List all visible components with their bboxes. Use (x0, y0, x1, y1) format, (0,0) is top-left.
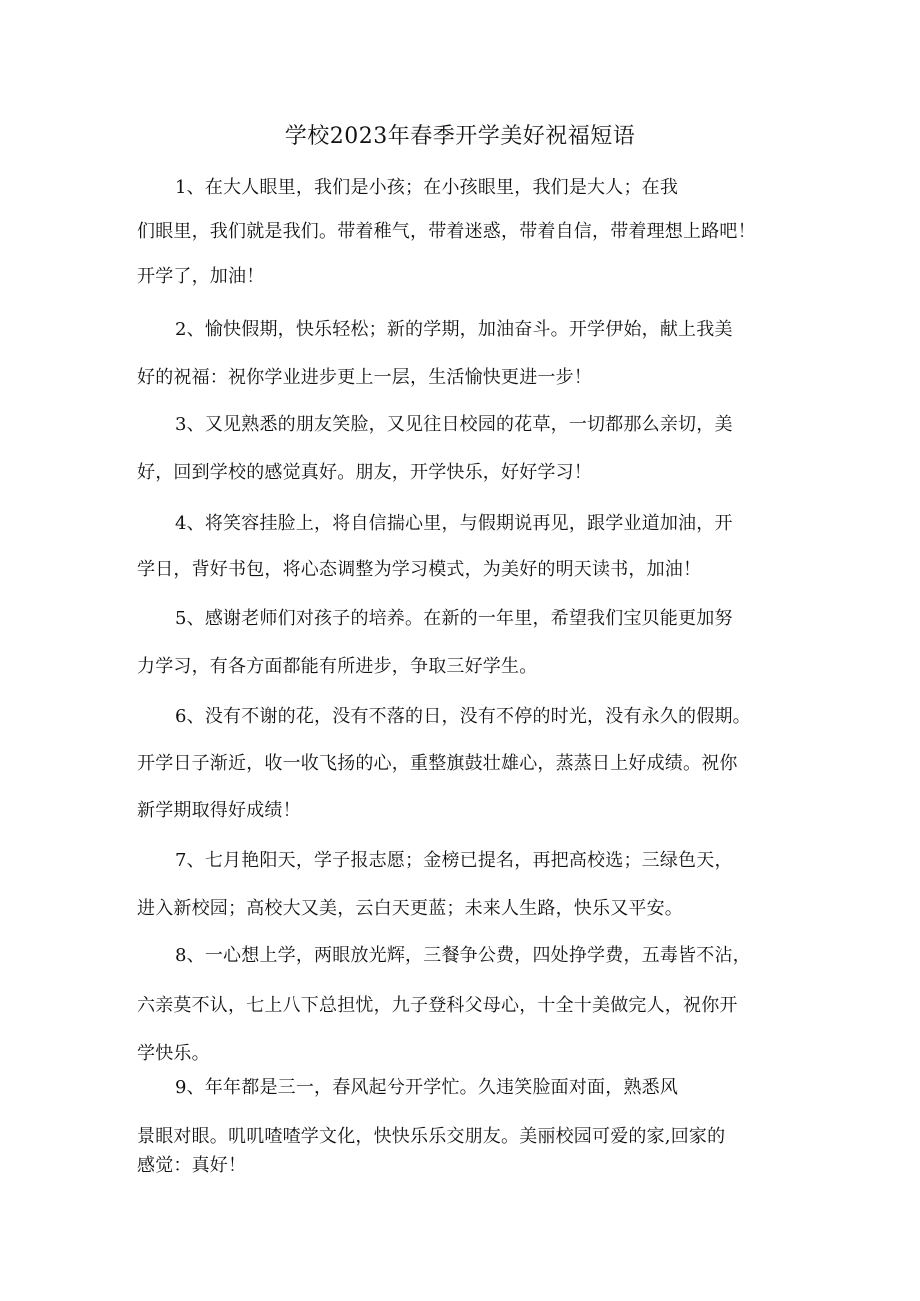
paragraph-4-line-1: 4、将笑容挂脸上，将自信揣心里，与假期说再见，跟学业道加油，开 (175, 513, 733, 534)
paragraph-2-line-2: 好的祝福：祝你学业进步更上一层，生活愉快更进一步！ (137, 367, 592, 388)
paragraph-1-line-2: 们眼里，我们就是我们。带着稚气，带着迷惑，带着自信，带着理想上路吧！ (137, 221, 756, 242)
paragraph-5-line-2: 力学习，有各方面都能有所进步，争取三好学生。 (137, 656, 538, 677)
document-title: 学校2023年春季开学美好祝福短语 (284, 124, 636, 149)
paragraph-9-line-1: 9、年年都是三一，春风起兮开学忙。久违笑脸面对面，熟悉风 (175, 1077, 679, 1098)
paragraph-5-line-1: 5、感谢老师们对孩子的培养。在新的一年里，希望我们宝贝能更加努 (175, 608, 733, 629)
paragraph-9-line-3: 感觉：真好！ (137, 1155, 247, 1176)
paragraph-6-line-3: 新学期取得好成绩！ (137, 800, 301, 821)
paragraph-7-line-2: 进入新校园；高校大又美，云白天更蓝；未来人生路，快乐又平安。 (137, 898, 683, 919)
paragraph-8-line-1: 8、一心想上学，两眼放光辉，三餐争公费，四处挣学费，五毒皆不沾， (175, 945, 751, 966)
paragraph-4-line-2: 学日，背好书包，将心态调整为学习模式，为美好的明天读书，加油！ (137, 559, 702, 580)
paragraph-2-line-1: 2、愉快假期，快乐轻松；新的学期，加油奋斗。开学伊始，献上我美 (175, 319, 733, 340)
paragraph-3-line-2: 好，回到学校的感觉真好。朋友，开学快乐，好好学习！ (137, 462, 592, 483)
paragraph-8-line-3: 学快乐。 (137, 1043, 210, 1064)
paragraph-6-line-1: 6、没有不谢的花，没有不落的日，没有不停的时光，没有永久的假期。 (175, 706, 751, 727)
paragraph-6-line-2: 开学日子渐近，收一收飞扬的心，重整旗鼓壮雄心，蒸蒸日上好成绩。祝你 (137, 753, 738, 774)
paragraph-9-line-2: 景眼对眼。叽叽喳喳学文化，快快乐乐交朋友。美丽校园可爱的家,回家的 (137, 1126, 726, 1147)
paragraph-7-line-1: 7、七月艳阳天，学子报志愿；金榜已提名，再把高校选；三绿色天， (175, 850, 733, 871)
paragraph-1-line-1: 1、在大人眼里，我们是小孩；在小孩眼里，我们是大人；在我 (175, 177, 679, 198)
paragraph-1-line-3: 开学了，加油！ (137, 266, 265, 287)
paragraph-8-line-2: 六亲莫不认，七上八下总担忧，九子登科父母心，十全十美做完人，祝你开 (137, 995, 738, 1016)
paragraph-3-line-1: 3、又见熟悉的朋友笑脸，又见往日校园的花草，一切都那么亲切，美 (175, 414, 733, 435)
